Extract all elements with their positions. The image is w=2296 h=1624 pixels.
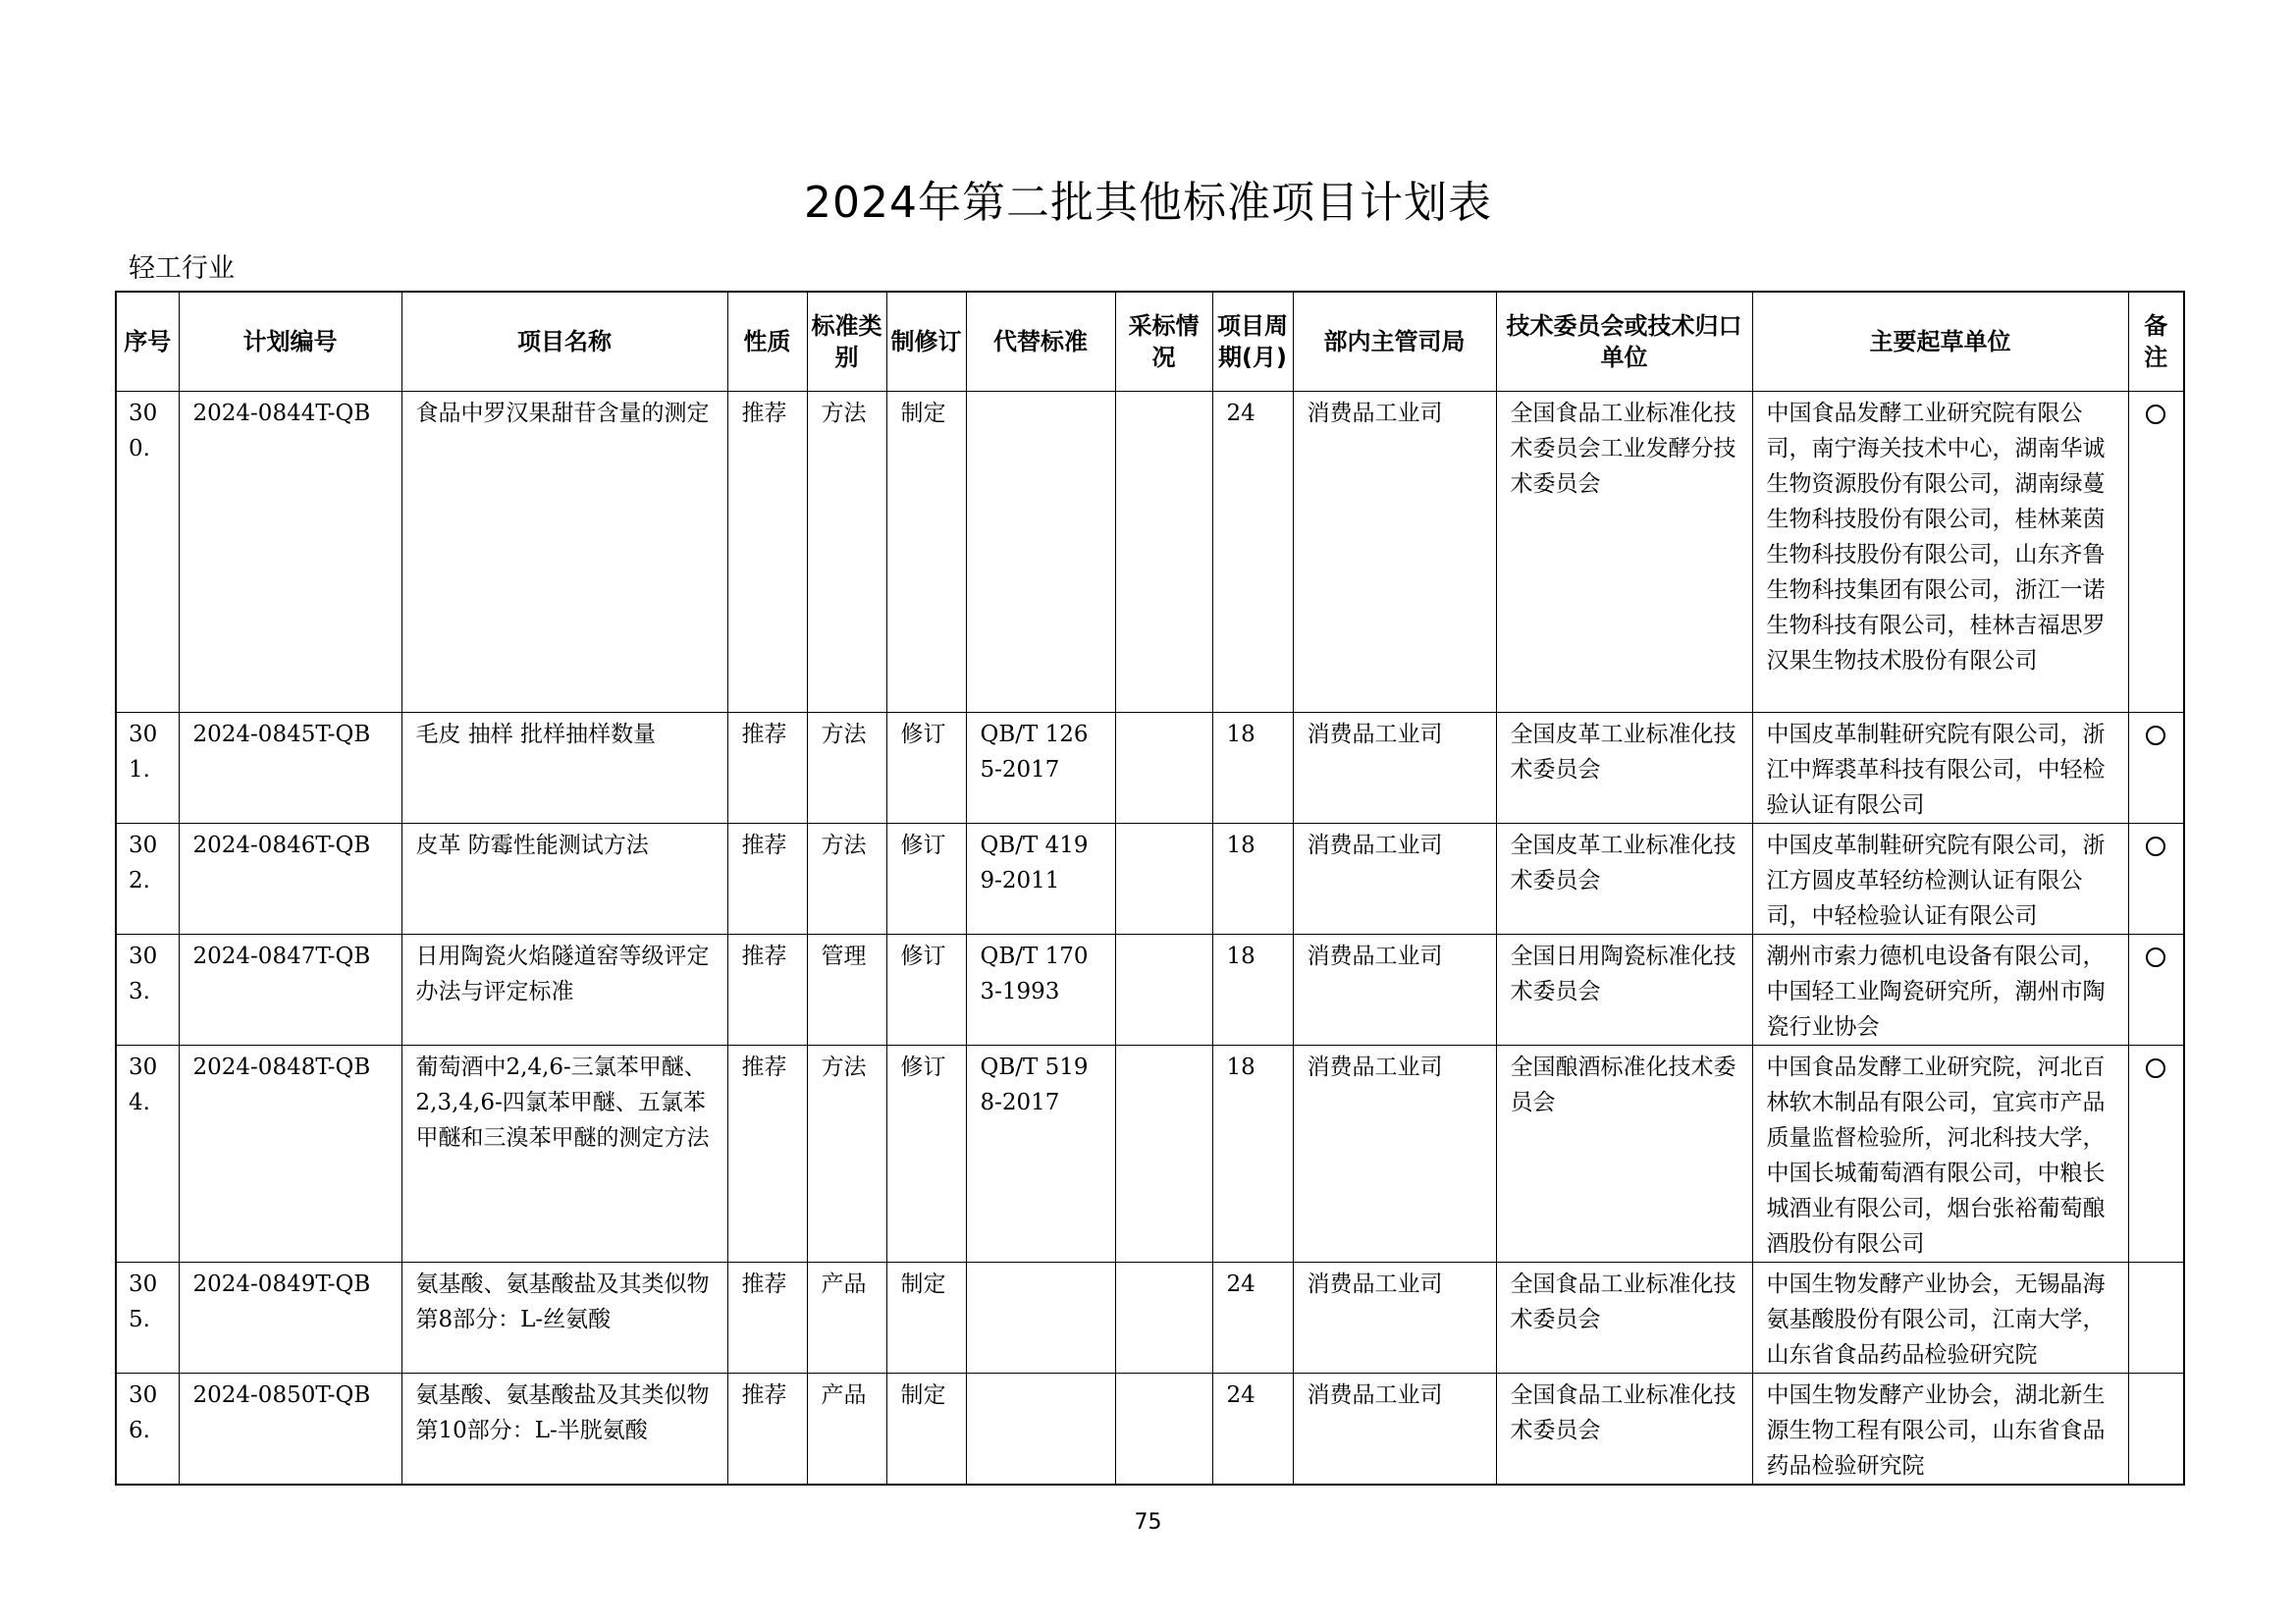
table-row [116,1263,2184,1374]
row-period: 18 [1212,935,1293,1046]
row-seq: 304. [116,1046,179,1263]
row-nature: 推荐 [727,1374,807,1486]
row-type: 制定 [886,392,966,713]
row-category: 管理 [807,935,886,1046]
table-row [116,713,2184,824]
header-category: 标准类别 [807,292,886,392]
header-period: 项目周期(月) [1212,292,1293,392]
row-category: 产品 [807,1374,886,1486]
row-seq: 305. [116,1263,179,1374]
table-row [116,824,2184,935]
row-drafters: 潮州市索力德机电设备有限公司，中国轻工业陶瓷研究所，潮州市陶瓷行业协会 [1752,935,2128,1046]
row-department: 消费品工业司 [1293,1263,1496,1374]
row-drafters: 中国皮革制鞋研究院有限公司，浙江中辉裘革科技有限公司，中轻检验认证有限公司 [1752,713,2128,824]
row-replaces [966,1374,1115,1486]
table-row [116,1374,2184,1486]
row-adoption [1115,935,1212,1046]
header-drafters: 主要起草单位 [1752,292,2128,392]
row-period: 18 [1212,1046,1293,1263]
row-committee: 全国皮革工业标准化技术委员会 [1496,824,1752,935]
row-project-name: 葡萄酒中2,4,6-三氯苯甲醚、2,3,4,6-四氯苯甲醚、五氯苯甲醚和三溴苯甲醚的测定方法 [401,1046,727,1263]
row-replaces: QB/T 1265-2017 [966,713,1115,824]
header-committee: 技术委员会或技术归口单位 [1496,292,1752,392]
standards-plan-table [115,291,2185,1486]
table-row [116,392,2184,713]
row-nature: 推荐 [727,935,807,1046]
row-replaces [966,392,1115,713]
row-category: 方法 [807,713,886,824]
row-period: 24 [1212,392,1293,713]
header-seq: 序号 [116,292,179,392]
row-committee: 全国食品工业标准化技术委员会工业发酵分技术委员会 [1496,392,1752,713]
row-note [2128,713,2184,824]
document-title: 2024年第二批其他标准项目计划表 [804,178,1492,228]
row-adoption [1115,1046,1212,1263]
row-seq: 303. [116,935,179,1046]
row-note [2128,1046,2184,1263]
row-nature: 推荐 [727,392,807,713]
header-type: 制修订 [886,292,966,392]
row-project-name: 皮革 防霉性能测试方法 [401,824,727,935]
circle-mark-icon [2146,837,2165,856]
row-replaces [966,1263,1115,1374]
row-department: 消费品工业司 [1293,713,1496,824]
row-drafters: 中国皮革制鞋研究院有限公司，浙江方圆皮革轻纺检测认证有限公司，中轻检验认证有限公司 [1752,824,2128,935]
row-plan-no: 2024-0846T-QB [179,824,401,935]
row-replaces: QB/T 5198-2017 [966,1046,1115,1263]
row-period: 18 [1212,824,1293,935]
row-seq: 306. [116,1374,179,1486]
row-nature: 推荐 [727,713,807,824]
row-department: 消费品工业司 [1293,935,1496,1046]
row-adoption [1115,713,1212,824]
row-type: 修订 [886,1046,966,1263]
table-row [116,1046,2184,1263]
row-plan-no: 2024-0849T-QB [179,1263,401,1374]
industry-section-label: 轻工行业 [129,253,235,284]
row-period: 18 [1212,713,1293,824]
row-department: 消费品工业司 [1293,824,1496,935]
row-seq: 302. [116,824,179,935]
row-drafters: 中国食品发酵工业研究院有限公司，南宁海关技术中心，湖南华诚生物资源股份有限公司，湖南绿蔓生物科技股份有限公司，桂林莱茵生物科技股份有限公司，山东齐鲁生物科技集团有限公司，浙江一诺生物科技有限公司，桂林吉福思罗汉果生物技术股份有限公司 [1752,392,2128,713]
row-plan-no: 2024-0845T-QB [179,713,401,824]
row-note [2128,824,2184,935]
row-drafters: 中国生物发酵产业协会，无锡晶海氨基酸股份有限公司，江南大学，山东省食品药品检验研究院 [1752,1263,2128,1374]
circle-mark-icon [2146,726,2165,745]
row-adoption [1115,392,1212,713]
row-project-name: 毛皮 抽样 批样抽样数量 [401,713,727,824]
row-project-name: 食品中罗汉果甜苷含量的测定 [401,392,727,713]
header-plan-no: 计划编号 [179,292,401,392]
row-adoption [1115,1263,1212,1374]
row-committee: 全国酿酒标准化技术委员会 [1496,1046,1752,1263]
row-plan-no: 2024-0848T-QB [179,1046,401,1263]
row-type: 修订 [886,935,966,1046]
page-number: 75 [1134,1510,1162,1535]
row-committee: 全国食品工业标准化技术委员会 [1496,1374,1752,1486]
header-replaces: 代替标准 [966,292,1115,392]
row-category: 方法 [807,1046,886,1263]
row-committee: 全国日用陶瓷标准化技术委员会 [1496,935,1752,1046]
row-category: 方法 [807,392,886,713]
row-committee: 全国皮革工业标准化技术委员会 [1496,713,1752,824]
header-project-name: 项目名称 [401,292,727,392]
row-department: 消费品工业司 [1293,1374,1496,1486]
circle-mark-icon [2146,405,2165,424]
row-seq: 300. [116,392,179,713]
row-type: 制定 [886,1263,966,1374]
table-row [116,935,2184,1046]
row-department: 消费品工业司 [1293,1046,1496,1263]
row-replaces: QB/T 4199-2011 [966,824,1115,935]
row-plan-no: 2024-0847T-QB [179,935,401,1046]
row-note [2128,1263,2184,1374]
row-nature: 推荐 [727,1046,807,1263]
row-adoption [1115,1374,1212,1486]
header-note: 备注 [2128,292,2184,392]
row-note [2128,392,2184,713]
row-category: 方法 [807,824,886,935]
row-committee: 全国食品工业标准化技术委员会 [1496,1263,1752,1374]
table-header-row [116,292,2184,392]
row-project-name: 氨基酸、氨基酸盐及其类似物 第10部分：L-半胱氨酸 [401,1374,727,1486]
header-adoption: 采标情况 [1115,292,1212,392]
row-drafters: 中国食品发酵工业研究院，河北百林软木制品有限公司，宜宾市产品质量监督检验所，河北科技大学，中国长城葡萄酒有限公司，中粮长城酒业有限公司，烟台张裕葡萄酿酒股份有限公司 [1752,1046,2128,1263]
row-nature: 推荐 [727,1263,807,1374]
row-period: 24 [1212,1263,1293,1374]
row-plan-no: 2024-0844T-QB [179,392,401,713]
row-type: 修订 [886,824,966,935]
row-note [2128,1374,2184,1486]
row-adoption [1115,824,1212,935]
row-category: 产品 [807,1263,886,1374]
row-seq: 301. [116,713,179,824]
row-plan-no: 2024-0850T-QB [179,1374,401,1486]
row-type: 制定 [886,1374,966,1486]
row-nature: 推荐 [727,824,807,935]
row-replaces: QB/T 1703-1993 [966,935,1115,1046]
row-project-name: 氨基酸、氨基酸盐及其类似物 第8部分：L-丝氨酸 [401,1263,727,1374]
row-department: 消费品工业司 [1293,392,1496,713]
header-department: 部内主管司局 [1293,292,1496,392]
row-type: 修订 [886,713,966,824]
circle-mark-icon [2146,1058,2165,1078]
row-project-name: 日用陶瓷火焰隧道窑等级评定办法与评定标准 [401,935,727,1046]
circle-mark-icon [2146,947,2165,967]
row-drafters: 中国生物发酵产业协会，湖北新生源生物工程有限公司，山东省食品药品检验研究院 [1752,1374,2128,1486]
header-nature: 性质 [727,292,807,392]
row-note [2128,935,2184,1046]
row-period: 24 [1212,1374,1293,1486]
